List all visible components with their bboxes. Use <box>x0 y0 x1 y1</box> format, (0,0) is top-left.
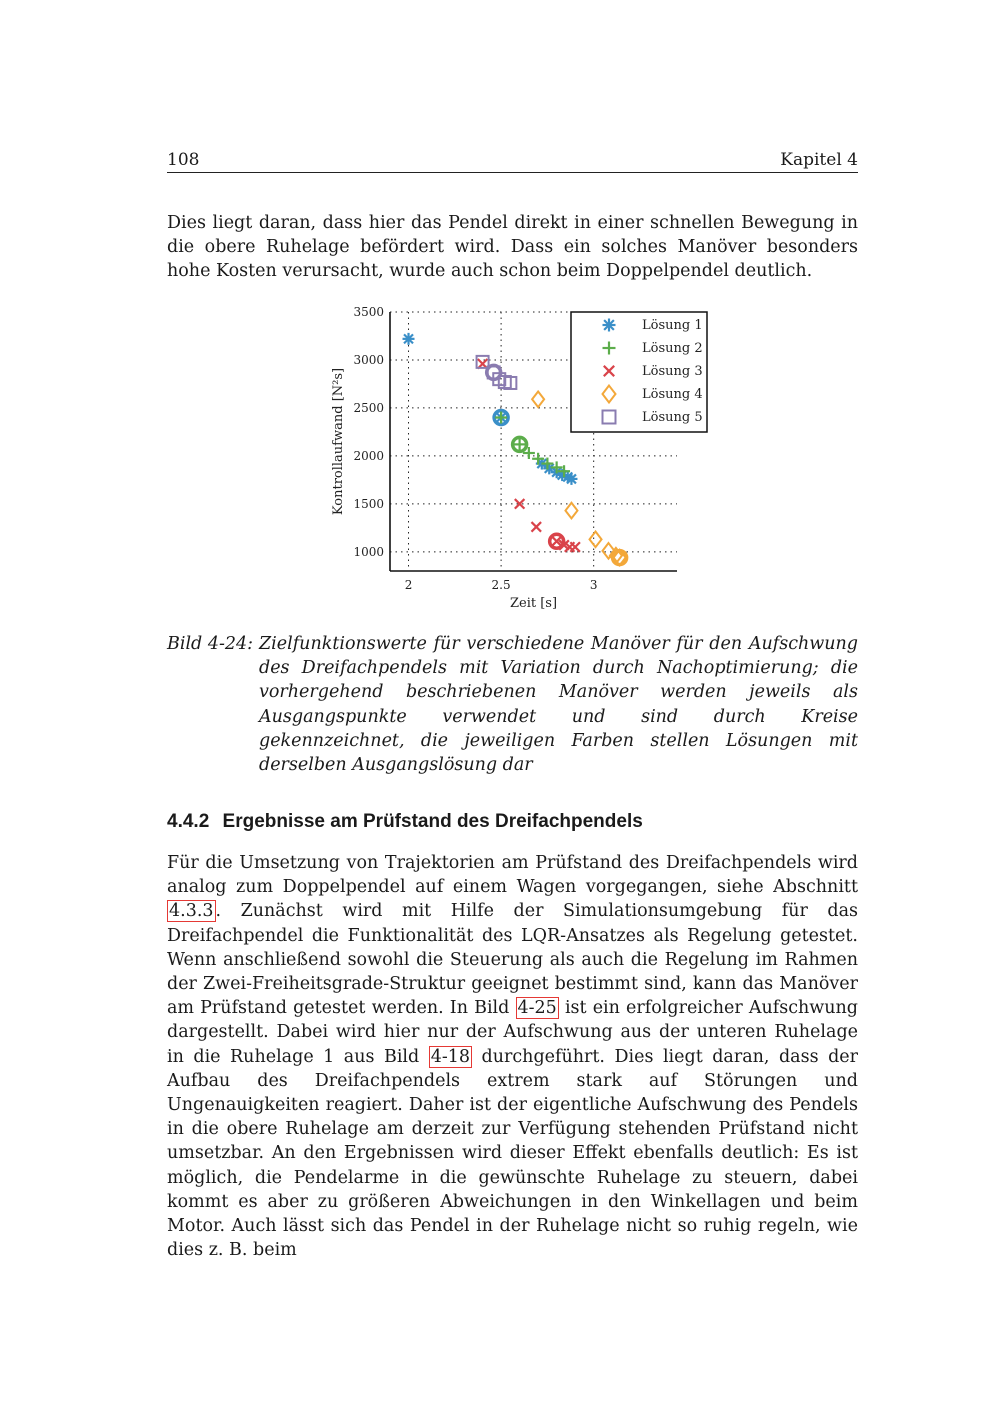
section-title: Ergebnisse am Prüfstand des Dreifachpendels <box>222 811 643 832</box>
x-tick-label: 3 <box>589 578 598 592</box>
chapter-title: Kapitel 4 <box>780 150 858 170</box>
legend-label: Lösung 5 <box>642 410 703 425</box>
body-text-4: durchgeführt. Dies liegt daran, dass der Aufbau des Dreifachpendels extrem stark auf Störungen und Ungenauigkeiten reagiert. Daher ist der eigentliche Aufschwung des Pendels in die obere Ruhelage am derzeit zur Verfügung stehenden Prüfstand nicht umsetzbar. An den Ergebnissen wird dieser Effekt ebenfalls deutlich: Es ist möglich, die Pendelarme in die gewünschte Ruhelage zu steuern, dabei kommt es aber zu größeren Abweichungen in den Winkellagen und beim Motor. Auch lässt sich das Pendel in der Ruhelage nicht so ruhig regeln, wie dies z. B. beim <box>167 1046 858 1261</box>
body-paragraph <box>167 851 858 1262</box>
figure-caption <box>167 632 858 777</box>
caption-label: Bild 4-24: <box>167 634 254 654</box>
legend-label: Lösung 1 <box>642 318 703 333</box>
y-tick-label: 1000 <box>353 544 384 559</box>
x-axis-label: Zeit [s] <box>509 596 558 611</box>
figure-scatter-chart <box>320 300 720 620</box>
intro-paragraph: Dies liegt daran, dass hier das Pendel direkt in einer schnellen Bewegung in die obere Ruhelage befördert wird. Dass ein solches Manöver besonders hohe Kosten verursacht, wurde auch schon beim Doppelpendel deutlich. <box>167 213 858 282</box>
data-point <box>570 542 580 552</box>
figure-reference-link-2[interactable]: 4-18 <box>430 1046 471 1067</box>
y-tick-label: 2500 <box>353 400 384 415</box>
legend-marker <box>603 319 616 332</box>
y-tick-label: 1500 <box>353 496 384 511</box>
y-tick-label: 3000 <box>353 352 384 367</box>
data-point <box>590 532 602 548</box>
section-reference-link[interactable]: 4.3.3 <box>169 901 214 922</box>
body-text-1: Für die Umsetzung von Trajektorien am Prüfstand des Dreifachpendels wird analog zum Doppelpendel auf einem Wagen vorgegangen, siehe Abschnitt <box>167 853 858 898</box>
page-header <box>167 150 858 173</box>
caption-text: Zielfunktionswerte für verschiedene Manöver für den Aufschwung des Dreifachpendels mit Variation durch Nachoptimierung; die vorhergehend beschriebenen Manöver werden jeweils als Ausgangspunkte verwendet und sind durch Kreise gekennzeichnet, die jeweiligen Farben stellen Lösungen mit derselben Ausgangslösung dar <box>259 634 858 776</box>
figure-reference-link[interactable]: 4-25 <box>517 998 557 1019</box>
data-point <box>531 522 541 532</box>
legend-label: Lösung 4 <box>642 387 703 402</box>
data-point <box>403 333 415 345</box>
y-tick-label: 2000 <box>353 448 384 463</box>
y-tick-label: 3500 <box>353 305 384 319</box>
data-point <box>565 503 577 519</box>
section-number: 4.4.2 <box>167 811 210 832</box>
body-text-2: . Zunächst wird mit Hilfe der Simulationsumgebung für das Dreifachpendel die Funktionalität des LQR-Ansatzes als Regelung getestet. Wenn anschließend sowohl die Steuerung als auch die Regelung im Rahmen der Zwei-Freiheitsgrade-Struktur geeignet bestimmt sind, kann das Manöver am Prüfstand getestet werden. In Bild <box>167 901 858 1019</box>
legend-label: Lösung 3 <box>642 364 703 379</box>
scatter-chart <box>320 300 720 620</box>
x-tick-label: 2 <box>404 578 413 592</box>
data-point <box>565 473 577 485</box>
legend-label: Lösung 2 <box>642 341 703 356</box>
x-tick-label: 2.5 <box>491 578 511 592</box>
data-point <box>532 391 544 407</box>
page-number: 108 <box>167 150 200 170</box>
body-text-3: ist ein erfolgreicher Aufschwung dargestellt. Dabei wird hier nur der Aufschwung aus der unteren Ruhelage in die Ruhelage 1 aus Bild <box>167 998 858 1067</box>
y-axis-label: Kontrollaufwand [N²s] <box>331 367 346 516</box>
section-heading <box>167 811 643 833</box>
